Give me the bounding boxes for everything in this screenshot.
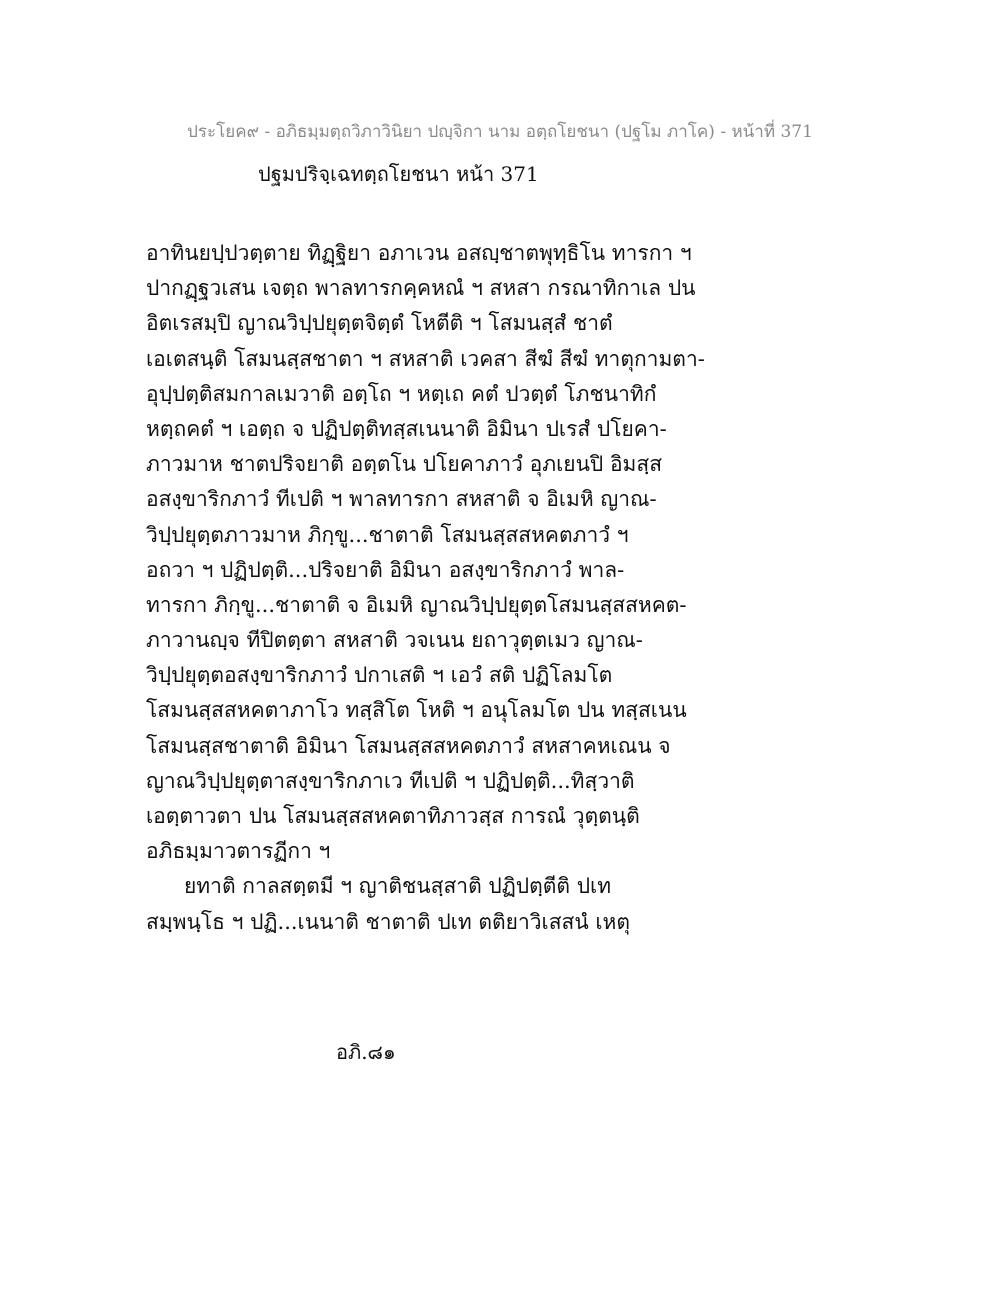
body-text — [146, 236, 846, 940]
body-line: อสงฺขาริกภาวํ ทีเปติ ฯ พาลทารกา สหสาติ จ อิเมหิ ญาณ- — [146, 487, 657, 512]
body-line: สมฺพนฺโธ ฯ ปฏิ...เนนาติ ชาตาติ ปเท ตติยาวิเสสนํ เหตุ — [146, 909, 631, 934]
body-line: อุปฺปตฺติสมกาลเมวาติ อตฺโถ ฯ หตฺเถ คตํ ปวตฺตํ โภชนาทิกํ — [146, 381, 657, 406]
body-line: อิตเรสมฺปิ ญาณวิปฺปยุตฺตจิตฺตํ โหตีติ ฯ โสมนสฺสํ ชาตํ — [146, 311, 613, 336]
body-line: ทารกา ภิกฺขู...ชาตาติ จ อิเมหิ ญาณวิปฺปยุตฺตโสมนสฺสสหคต- — [146, 592, 687, 617]
body-line: ญาณวิปฺปยุตฺตาสงฺขาริกภาเว ทีเปติ ฯ ปฏิปตฺติ...ทิสฺวาติ — [146, 768, 635, 793]
body-line: อภิธมฺมาวตารฏีกา ฯ — [146, 839, 331, 864]
body-line: โสมนสฺสชาตาติ อิมินา โสมนสฺสสหคตภาวํ สหสาคหเณน จ — [146, 733, 671, 758]
body-line: ภาวานญฺจ ทีปิตตฺตา สหสาติ วจเนน ยถาวุตฺตเมว ญาณ- — [146, 628, 643, 653]
body-line: วิปฺปยุตฺตอสงฺขาริกภาวํ ปกาเสติ ฯ เอวํ สติ ปฏิโลมโต — [146, 663, 613, 688]
body-line: เอเตสนฺติ โสมนสฺสชาตา ฯ สหสาติ เวคสา สีฆํ สีฆํ ทาตุกามตา- — [146, 346, 705, 371]
body-line-indented: ยทาติ กาลสตฺตมี ฯ ญาติชนสฺสาติ ปฏิปตฺตีติ ปเท — [184, 874, 612, 899]
page-header: ประโยค๙ - อภิธมฺมตฺถวิภาวินิยา ปญฺจิกา นาม อตฺถโยชนา (ปฐโม ภาโค) - หน้าที่ 371 — [187, 122, 813, 142]
body-line: อถวา ฯ ปฏิปตฺติ...ปริจยาติ อิมินา อสงฺขาริกภาวํ พาล- — [146, 557, 625, 582]
body-line: โสมนสฺสสหคตาภาโว ทสฺสิโต โหติ ฯ อนุโลมโต ปน ทสฺสเนน — [146, 698, 687, 723]
body-line: ภาวมาห ชาตปริจยาติ อตฺตโน ปโยคาภาวํ อุภเยนปิ อิมสฺส — [146, 452, 663, 477]
body-line: เอตฺตาวตา ปน โสมนสฺสสหคตาทิภาวสฺส การณํ วุตฺตนฺติ — [146, 804, 640, 828]
page-code: อภิ.๘๑ — [336, 1040, 396, 1064]
body-line: อาทินยปฺปวตฺตาย ทิฏฺฐิยา อภาเวน อสญฺชาตพุทฺธิโน ทารกา ฯ — [146, 241, 692, 265]
body-line: ปากฏฺฐวเสน เจตฺถ พาลทารกคฺคหณํ ฯ สหสา กรณาทิกาเล ปน — [146, 276, 696, 301]
body-line: วิปฺปยุตฺตภาวมาห ภิกฺขู...ชาตาติ โสมนสฺสสหคตภาวํ ฯ — [146, 522, 629, 547]
body-line: หตฺถคตํ ฯ เอตฺถ จ ปฏิปตฺติทสฺสเนนาติ อิมินา ปเรสํ ปโยคา- — [146, 416, 667, 441]
section-title: ปฐมปริจฺเฉทตฺถโยชนา หน้า 371 — [258, 162, 539, 186]
